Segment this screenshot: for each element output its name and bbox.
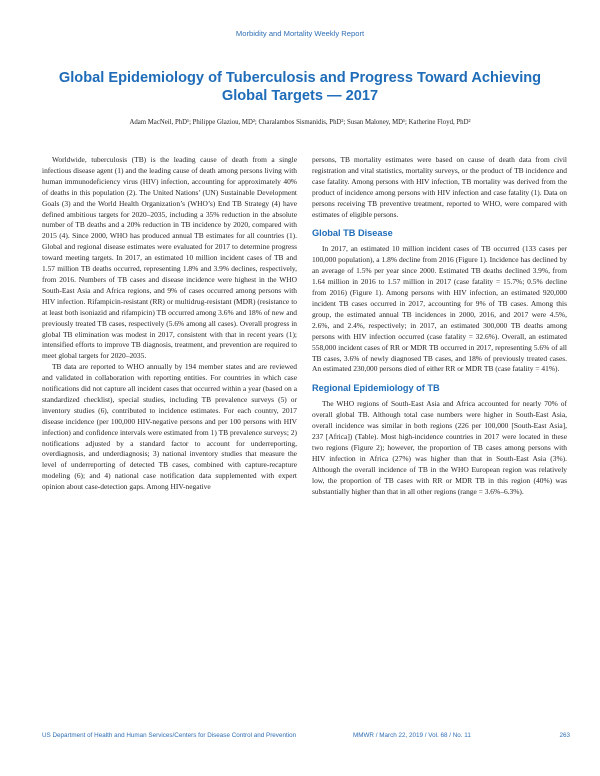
- article-title: Global Epidemiology of Tuberculosis and Progress Toward Achieving Global Targets — 2017: [58, 70, 542, 104]
- intro-paragraph-1: Worldwide, tuberculosis (TB) is the leading cause of death from a single infectious disease agent (1) and the leading cause of death among persons living with human immunodeficiency virus (HIV) infection, accounting for approximately 40% of deaths in this population (2). The United Nations’ (UN) Sustainable Development Goals (3) and the World Health Organization’s (WHO’s) End TB Strategy (4) have defined ambitious targets for 2020–2035, including a 35% reduction in the absolute number of TB deaths and a 20% reduction in TB incidence by 2020, compared with 2015 (4). Since 2000, WHO has produced annual TB estimates for all countries (1). Global and regional disease estimates were evaluated for 2017 to determine progress toward meeting targets. In 2017, an estimated 10 million incident cases of TB and 1.57 million TB deaths occurred, representing 1.8% and 3.9% declines, respectively, from 2016. Numbers of TB cases and disease incidence were highest in the WHO South-East Asia and Africa regions, and 9% of cases occurred among persons with HIV infection. Rifampicin-resistant (RR) or multidrug-resistant (MDR) (resistance to at least both isoniazid and rifampicin) TB occurred among 3.6% and 18% of new and previously treated TB cases, respectively (5.6% among all cases). Overall progress in global TB elimination was modest in 2017, consistent with that in recent years (1); intensified efforts to improve TB diagnosis, treatment, and prevention are required to meet global targets for 2020–2035.: [42, 155, 297, 361]
- intro-paragraph-2: TB data are reported to WHO annually by 194 member states and are reviewed and validated in collaboration with reporting entities. For countries in which case notifications did not capture all incident cases that occurred within a year (based on a standardized checklist), special studies, including TB prevalence surveys (5) or inventory studies (6), contributed to incidence estimates. For each country, 2017 disease incidence (per 100,000 HIV-negative persons and per 100 persons with HIV infection) and confidence intervals were estimated from 1) TB prevalence surveys; 2) notifications adjusted by a standard factor to account for underreporting, overdiagnosis, and underdiagnosis; 3) national inventory studies that measure the level of underreporting of detected TB cases, combined with capture-recapture modeling (6); and 4) national case notification data supplemented with expert opinion about case-detection gaps. Among HIV-negative: [42, 362, 297, 492]
- page-number: 263: [559, 732, 570, 739]
- intro-paragraph-3: persons, TB mortality estimates were based on cause of death data from civil registration and vital statistics, mortality surveys, or the product of TB incidence and case fatality. Among persons with HIV infection, TB mortality was derived from the product of incidence among persons with HIV infection and case fatality (1). Data on persons receiving TB preventive treatment, reported to WHO, were compared with estimates of eligible persons.: [312, 155, 567, 219]
- journal-header: Morbidity and Mortality Weekly Report: [235, 29, 365, 38]
- regional-paragraph: The WHO regions of South-East Asia and Africa accounted for nearly 70% of overall global TB. Although total case numbers were higher in South-East Asia, overall incidence was similar in both regions (226 per 100,000 [South-East Asia], 237 [Africa]) (Table). Most high-incidence countries in 2017 were located in these two regions (Figure 2); however, the proportion of TB cases among persons with HIV infection in Africa (27%) was higher than that in South-East Asia (3%). Although the overall incidence of TB in the WHO European region was relatively low, the proportion of TB cases with RR or MDR TB in this region (40%) was substantially higher than that in all other regions (range = 3.6%–6.3%).: [312, 399, 567, 496]
- left-column: [42, 155, 297, 493]
- footer-citation: MMWR / March 22, 2019 / Vol. 68 / No. 11: [353, 732, 471, 739]
- right-column: [312, 155, 567, 497]
- section-heading-global-tb: Global TB Disease: [312, 228, 393, 239]
- footer-agency: US Department of Health and Human Services/Centers for Disease Control and Prevention: [42, 732, 297, 739]
- section-heading-regional: Regional Epidemiology of TB: [312, 383, 440, 394]
- author-list: Adam MacNeil, PhD¹; Philippe Glaziou, MD²; Charalambos Sismanidis, PhD²; Susan Maloney, MD¹; Katherine Floyd, PhD²: [129, 119, 471, 126]
- global-tb-paragraph: In 2017, an estimated 10 million incident cases of TB occurred (133 cases per 100,000 population), a 1.8% decline from 2016 (Figure 1). Incidence has declined by an average of 1.5% per year since 2000. Estimated TB deaths declined 3.9%, from 1.64 million in 2016 to 1.57 million in 2017 (case fatality = 15.7%; 0.5% decline from 2016) (Figure 1). Among persons with HIV infection, an estimated 920,000 incident TB cases occurred in 2017, accounting for 9% of TB cases. Among this group, the estimated annual TB incidences in 2000, 2016, and 2017 were 4.5%, 2.6%, and 2.4%, respectively; in 2017, an estimated 300,000 TB deaths among persons with HIV infection occurred (case fatality = 32.6%). Overall, an estimated 558,000 incident cases of RR or MDR TB occurred in 2017, representing 5.6% of all TB cases, 3.6% of newly diagnosed TB cases, and 18% of previously treated cases. An estimated 230,000 persons died of either RR or MDR TB (case fatality = 41%).: [312, 244, 567, 374]
- page-footer: [42, 732, 570, 744]
